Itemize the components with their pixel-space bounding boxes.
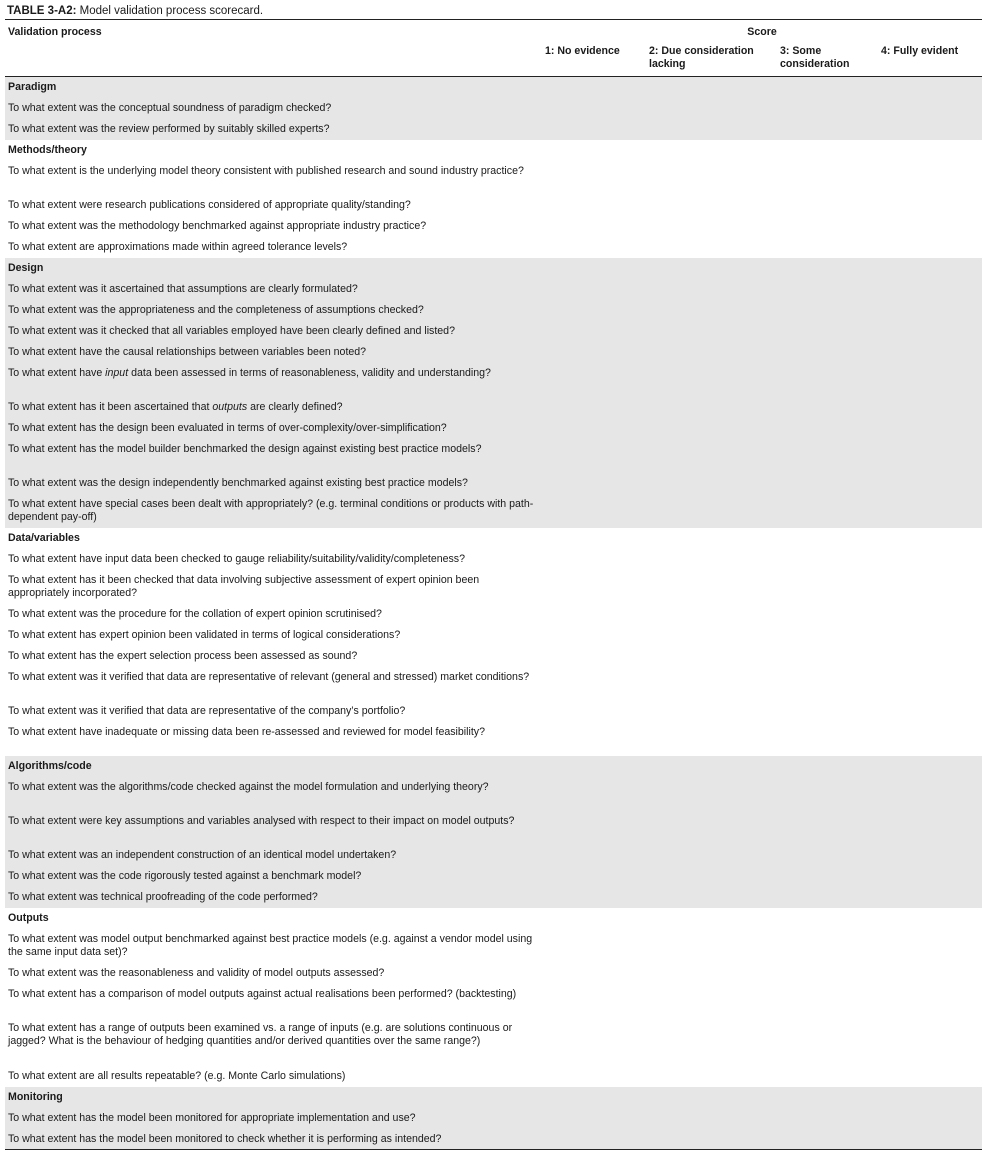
question-text: To what extent was it checked that all variables employed have been clearly defined and listed?	[5, 321, 542, 342]
question-text: To what extent were research publications considered of appropriate quality/standing?	[8, 198, 411, 211]
section-algorithms-code	[5, 756, 982, 908]
question-text: To what extent was the conceptual soundness of paradigm checked?	[5, 98, 542, 119]
question-text: To what extent has the model been monitored for appropriate implementation and use?	[5, 1108, 542, 1129]
question-text: To what extent is the underlying model theory consistent with published research and sound industry practice?	[8, 164, 524, 177]
section-design	[5, 258, 982, 528]
question-text: To what extent was an independent construction of an identical model undertaken?	[5, 845, 542, 866]
question-text: To what extent was the code rigorously tested against a benchmark model?	[5, 866, 542, 887]
question-text: To what extent was the review performed by suitably skilled experts?	[5, 119, 542, 140]
question-text: To what extent has the model builder benchmarked the design against existing best practice models?	[5, 439, 542, 473]
section-outputs	[5, 908, 982, 1087]
question-text: To what extent was it ascertained that assumptions are clearly formulated?	[5, 279, 542, 300]
question-text: To what extent has a range of outputs been examined vs. a range of inputs (e.g. are solutions continuous or jagged? What is the behaviour of hedging quantities and/or derived quantities over the same range?)	[8, 1021, 513, 1047]
question-text: To what extent have the causal relationships between variables been noted?	[5, 342, 542, 363]
question-text	[5, 397, 542, 418]
table-caption	[7, 4, 263, 18]
question-text: To what extent was model output benchmarked against best practice models (e.g. against a vendor model using the same input data set)?	[8, 932, 533, 958]
header-score-3: 3: Some consideration	[777, 45, 878, 77]
section-data-variables	[5, 528, 982, 756]
question-text: To what extent was it verified that data are representative of the company’s portfolio?	[8, 704, 406, 717]
question-text: To what extent was the algorithms/code checked against the model formulation and underlying theory?	[5, 777, 542, 811]
question-text: To what extent was technical proofreading of the code performed?	[5, 887, 542, 908]
section-title: Monitoring	[5, 1087, 982, 1108]
question-text: To what extent has a comparison of model outputs against actual realisations been performed? (backtesting)	[8, 987, 517, 1000]
header-score: Score	[542, 20, 982, 46]
question-text: To what extent was the appropriateness and the completeness of assumptions checked?	[5, 300, 542, 321]
question-text: To what extent was the reasonableness and validity of model outputs assessed?	[8, 966, 385, 979]
section-title: Algorithms/code	[5, 756, 982, 777]
question-text: To what extent have inadequate or missing data been re-assessed and reviewed for model feasibility?	[8, 725, 485, 738]
header-score-1: 1: No evidence	[542, 45, 646, 77]
header-score-4: 4: Fully evident	[878, 45, 982, 77]
section-paradigm	[5, 77, 982, 140]
question-text: To what extent was the design independently benchmarked against existing best practice models?	[5, 473, 542, 494]
question-text: To what extent has it been checked that data involving subjective assessment of expert opinion been appropriately incorporated?	[8, 573, 480, 599]
section-title: Design	[5, 258, 982, 279]
scorecard-table	[5, 19, 982, 1150]
section-title: Methods/theory	[8, 143, 87, 156]
section-title: Paradigm	[5, 77, 982, 98]
question-text: To what extent has the design been evaluated in terms of over-complexity/over-simplification?	[5, 418, 542, 439]
section-title: Outputs	[8, 911, 49, 924]
question-text: To what extent have input data been checked to gauge reliability/suitability/validity/completeness?	[8, 552, 465, 565]
table-header	[5, 20, 982, 77]
question-text: To what extent are approximations made within agreed tolerance levels?	[8, 240, 348, 253]
question-part: data been assessed in terms of reasonableness, validity and understanding?	[128, 366, 491, 379]
header-spacer	[5, 45, 542, 77]
question-text	[5, 363, 542, 397]
question-text: To what extent was it verified that data are representative of relevant (general and stressed) market conditions?	[8, 670, 530, 683]
caption-title: Model validation process scorecard.	[76, 5, 264, 17]
question-emphasis: outputs	[212, 400, 248, 413]
question-part: To what extent have	[8, 366, 106, 379]
question-text: To what extent have special cases been dealt with appropriately? (e.g. terminal conditions or products with path-dependent pay-off)	[5, 494, 542, 528]
question-text: To what extent was the methodology benchmarked against appropriate industry practice?	[8, 219, 427, 232]
caption-label: TABLE 3-A2:	[7, 5, 77, 17]
section-methods-theory	[5, 140, 982, 258]
question-text: To what extent has expert opinion been validated in terms of logical considerations?	[8, 628, 401, 641]
question-part: are clearly defined?	[247, 400, 343, 413]
section-title: Data/variables	[8, 531, 80, 544]
question-part: To what extent has it been ascertained that	[8, 400, 213, 413]
header-score-2: 2: Due consideration lacking	[646, 45, 777, 77]
question-text: To what extent are all results repeatable? (e.g. Monte Carlo simulations)	[8, 1069, 346, 1082]
question-text: To what extent was the procedure for the collation of expert opinion scrutinised?	[8, 607, 382, 620]
header-validation-process: Validation process	[5, 20, 542, 46]
question-text: To what extent has the model been monitored to check whether it is performing as intended?	[5, 1129, 542, 1150]
question-text: To what extent has the expert selection process been assessed as sound?	[8, 649, 358, 662]
section-monitoring	[5, 1087, 982, 1150]
question-text: To what extent were key assumptions and variables analysed with respect to their impact on model outputs?	[5, 811, 542, 845]
question-emphasis: input	[105, 366, 129, 379]
